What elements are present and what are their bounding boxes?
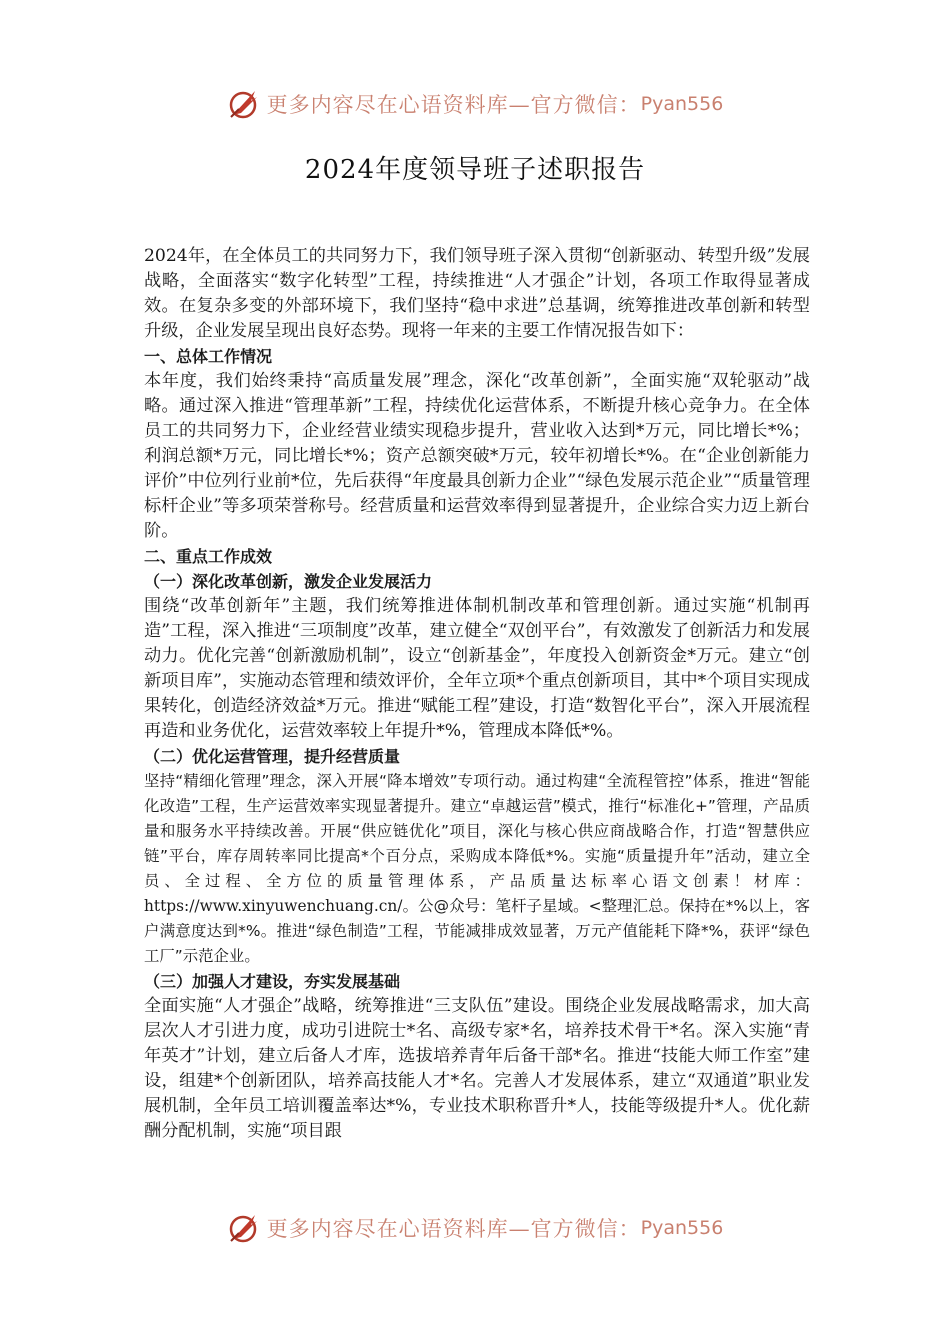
- watermark-text: 更多内容尽在心语资料库—官方微信：: [266, 93, 641, 117]
- watermark-footer: [0, 1206, 950, 1250]
- quill-logo-icon: [227, 1211, 261, 1245]
- document-body: [144, 244, 810, 1144]
- quill-logo-icon: [227, 87, 261, 121]
- subsection-heading-talent: （三）加强人才建设，夯实发展基础: [144, 972, 401, 991]
- subsection-heading-operations: （二）优化运营管理，提升经营质量: [144, 747, 401, 766]
- operations-url: https://www.xinyuwenchuang.cn/: [144, 897, 403, 915]
- subsection-operations-paragraph: [144, 769, 810, 969]
- section-overall-paragraph: 本年度，我们始终秉持“高质量发展”理念，深化“改革创新”，全面实施“双轮驱动”战略。通过深入推进“管理革新”工程，持续优化运营体系，不断提升核心竞争力。在全体员工的共同努力下，企业经营业绩实现稳步提升，营业收入达到*万元，同比增长*%；利润总额*万元，同比增长*%；资产总额突破*万元，较年初增长*%。在“企业创新能力评价”中位列行业前*位，先后获得“年度最具创新力企业”“绿色发展示范企业”“质量管理标杆企业”等多项荣誉称号。经营质量和运营效率得到显著提升，企业综合实力迈上新台阶。: [144, 371, 810, 541]
- watermark-wechat-id: Pyan556: [640, 1217, 724, 1239]
- section-heading-overall: 一、总体工作情况: [144, 347, 273, 366]
- subsection-heading-reform: （一）深化改革创新，激发企业发展活力: [144, 572, 433, 591]
- subsection-reform-paragraph: 围绕“改革创新年”主题，我们统筹推进体制机制改革和管理创新。通过实施“机制再造”工程，深入推进“三项制度”改革，建立健全“双创平台”，有效激发了创新活力和发展动力。优化完善“创新激励机制”，设立“创新基金”，年度投入创新资金*万元。建立“创新项目库”，实施动态管理和绩效评价，全年立项*个重点创新项目，其中*个项目实现成果转化，创造经济效益*万元。推进“赋能工程”建设，打造“数智化平台”，深入开展流程再造和业务优化，运营效率较上年提升*%，管理成本降低*%。: [144, 596, 810, 741]
- operations-text-part1: 坚持“精细化管理”理念，深入开展“降本增效”专项行动。通过构建“全流程管控”体系，推进“智能化改造”工程，生产运营效率实现显著提升。建立“卓越运营”模式，推行“标准化+”管理，产品质量和服务水平持续改善。开展“供应链优化”项目，深化与核心供应商战略合作，打造“智慧供应链”平台，库存周转率同比提高*个百分点，采购成本降低*%。实施“质量提升年”活动，建立全员、全过程、全方位的质量管理体系，产品质量达标率心语文创素！材库：: [144, 772, 810, 890]
- section-heading-key-results: 二、重点工作成效: [144, 547, 273, 566]
- subsection-talent-paragraph: 全面实施“人才强企”战略，统筹推进“三支队伍”建设。围绕企业发展战略需求，加大高层次人才引进力度，成功引进院士*名、高级专家*名，培养技术骨干*名。深入实施“青年英才”计划，建立后备人才库，选拔培养青年后备干部*名。推进“技能大师工作室”建设，组建*个创新团队，培养高技能人才*名。完善人才发展体系，建立“双通道”职业发展机制，全年员工培训覆盖率达*%，专业技术职称晋升*人，技能等级提升*人。优化薪酬分配机制，实施“项目跟: [144, 996, 810, 1141]
- watermark-header: [0, 82, 950, 126]
- intro-paragraph: 2024年，在全体员工的共同努力下，我们领导班子深入贯彻“创新驱动、转型升级”发展战略，全面落实“数字化转型”工程，持续推进“人才强企”计划，各项工作取得显著成效。在复杂多变的外部环境下，我们坚持“稳中求进”总基调，统筹推进改革创新和转型升级，企业发展呈现出良好态势。现将一年来的主要工作情况报告如下：: [144, 246, 810, 341]
- operations-text-part2: 。公@众号：笔杆子星域。<整理汇总。保持在*%以上，客户满意度达到*%。推进“绿色制造”工程，节能减排成效显著，万元产值能耗下降*%，获评“绿色工厂”示范企业。: [144, 897, 810, 965]
- document-title: 2024年度领导班子述职报告: [304, 155, 646, 185]
- watermark-text: 更多内容尽在心语资料库—官方微信：: [266, 1217, 641, 1241]
- watermark-wechat-id: Pyan556: [640, 93, 724, 115]
